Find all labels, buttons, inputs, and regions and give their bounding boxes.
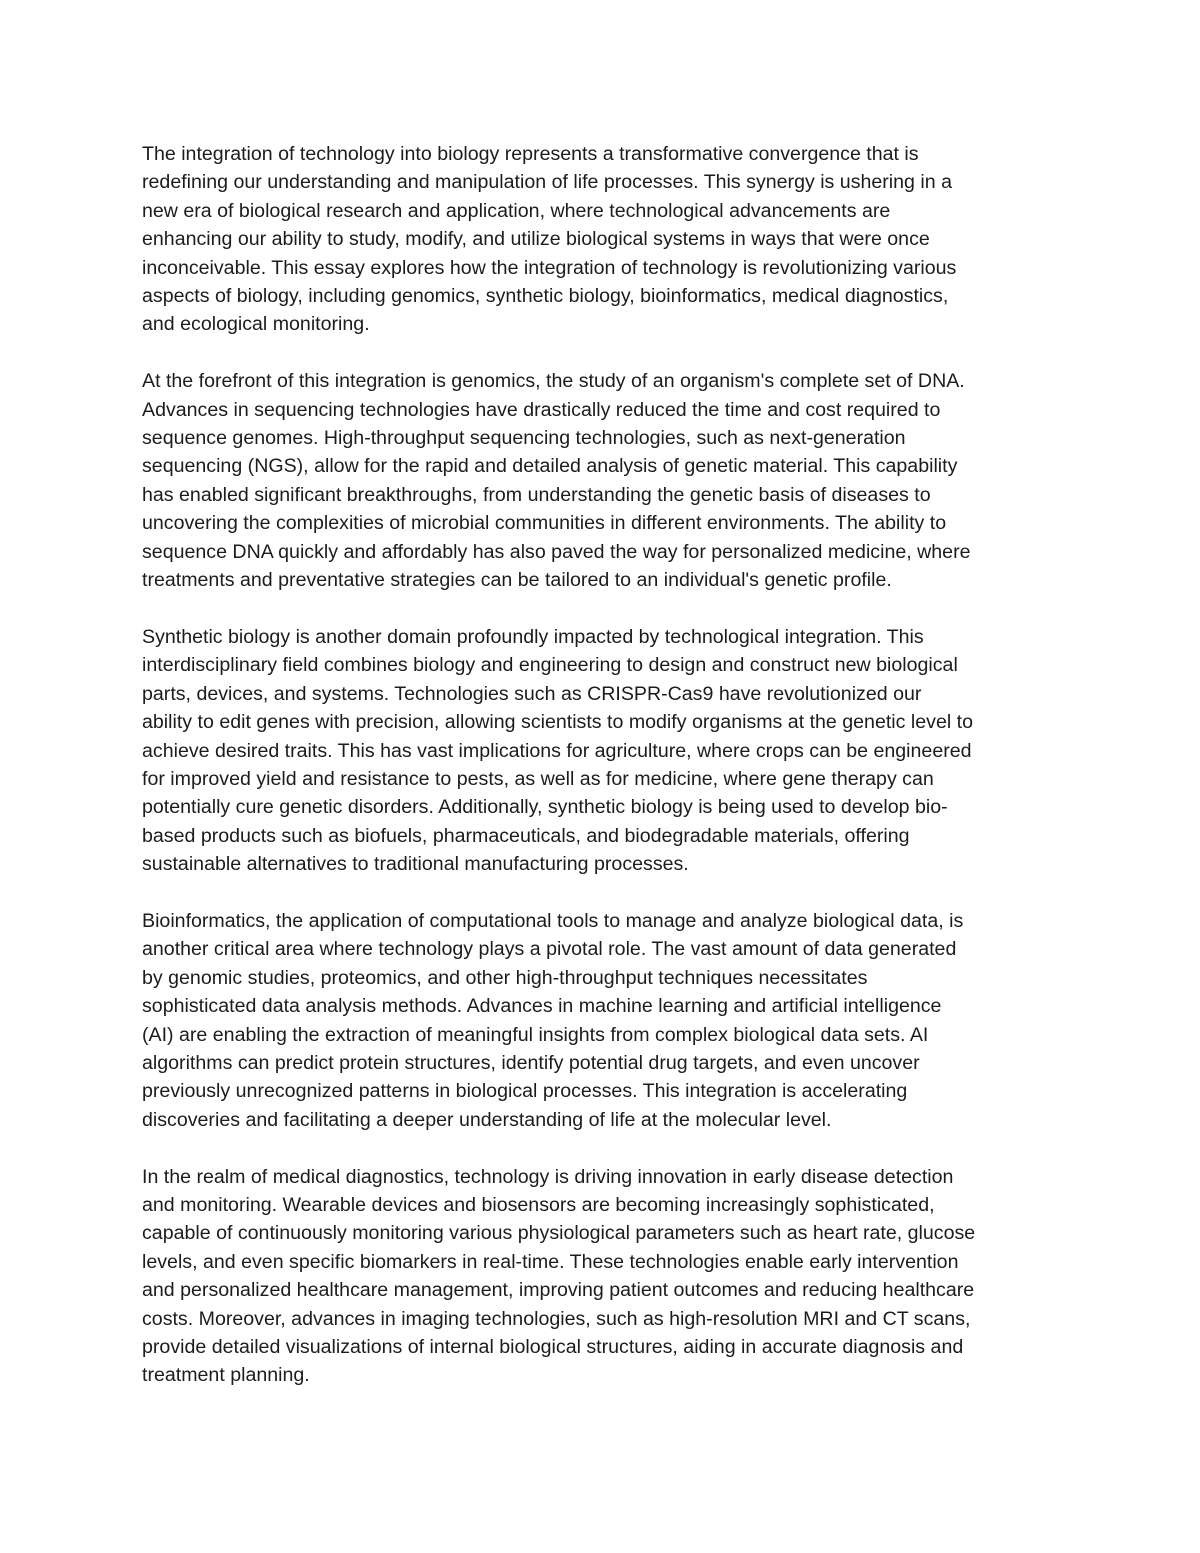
text-line: ability to edit genes with precision, allowing scientists to modify organisms at the genetic level to — [142, 711, 973, 734]
text-line: previously unrecognized patterns in biological processes. This integration is accelerating — [142, 1080, 908, 1103]
paragraph-synthetic-biology — [142, 623, 1082, 879]
text-line: costs. Moreover, advances in imaging technologies, such as high-resolution MRI and CT scans, — [142, 1307, 971, 1330]
text-line: provide detailed visualizations of internal biological structures, aiding in accurate diagnosis and — [142, 1336, 964, 1358]
text-line: by genomic studies, proteomics, and other high-throughput techniques necessitates — [142, 966, 868, 989]
text-line: In the realm of medical diagnostics, technology is driving innovation in early disease detection — [142, 1165, 954, 1188]
text-line: capable of continuously monitoring various physiological parameters such as heart rate, glucose — [142, 1222, 976, 1245]
text-line: treatments and preventative strategies can be tailored to an individual's genetic profile. — [142, 569, 892, 592]
text-line: redefining our understanding and manipulation of life processes. This synergy is ushering in a — [142, 171, 952, 194]
paragraph-medical-diagnostics — [142, 1163, 1082, 1390]
text-line: enhancing our ability to study, modify, and utilize biological systems in ways that were once — [142, 228, 930, 251]
text-line: interdisciplinary field combines biology and engineering to design and construct new biological — [142, 654, 958, 677]
text-line: uncovering the complexities of microbial communities in different environments. The ability to — [142, 512, 947, 535]
text-line: achieve desired traits. This has vast implications for agriculture, where crops can be engineered — [142, 739, 972, 762]
text-line: another critical area where technology plays a pivotal role. The vast amount of data generated — [142, 938, 957, 961]
paragraph-genomics — [142, 367, 1082, 594]
paragraph-bioinformatics — [142, 907, 1082, 1134]
essay-body — [142, 140, 1082, 1390]
text-line: and ecological monitoring. — [142, 313, 370, 336]
text-line: (AI) are enabling the extraction of meaningful insights from complex biological data sets. AI — [142, 1023, 929, 1046]
text-line: sequence DNA quickly and affordably has also paved the way for personalized medicine, where — [142, 540, 971, 563]
text-line: sequencing (NGS), allow for the rapid and detailed analysis of genetic material. This capability — [142, 455, 958, 478]
text-line: aspects of biology, including genomics, synthetic biology, bioinformatics, medical diagnostics, — [142, 285, 949, 308]
text-line: has enabled significant breakthroughs, from understanding the genetic basis of diseases to — [142, 483, 931, 506]
text-line: based products such as biofuels, pharmaceuticals, and biodegradable materials, offering — [142, 824, 910, 847]
text-line: At the forefront of this integration is genomics, the study of an organism's complete set of DNA. — [142, 370, 965, 393]
text-line: treatment planning. — [142, 1364, 310, 1387]
text-line: Bioinformatics, the application of computational tools to manage and analyze biological data, is — [142, 909, 964, 932]
text-line: levels, and even specific biomarkers in real-time. These technologies enable early intervention — [142, 1250, 959, 1273]
text-line: new era of biological research and application, where technological advancements are — [142, 199, 891, 222]
text-line: discoveries and facilitating a deeper understanding of life at the molecular level. — [142, 1108, 832, 1131]
text-line: for improved yield and resistance to pests, as well as for medicine, where gene therapy can — [142, 767, 934, 790]
text-line: The integration of technology into biology represents a transformative convergence that is — [142, 143, 919, 165]
text-line: sustainable alternatives to traditional manufacturing processes. — [142, 853, 689, 876]
text-line: Advances in sequencing technologies have drastically reduced the time and cost required to — [142, 398, 941, 421]
text-line: sophisticated data analysis methods. Advances in machine learning and artificial intelligence — [142, 995, 942, 1018]
text-line: algorithms can predict protein structures, identify potential drug targets, and even uncover — [142, 1051, 920, 1074]
text-line: parts, devices, and systems. Technologies such as CRISPR-Cas9 have revolutionized our — [142, 682, 922, 705]
text-line: and personalized healthcare management, improving patient outcomes and reducing healthcare — [142, 1279, 975, 1302]
paragraph-introduction — [142, 140, 1082, 339]
text-line: potentially cure genetic disorders. Additionally, synthetic biology is being used to develop bio- — [142, 796, 948, 819]
text-line: inconceivable. This essay explores how the integration of technology is revolutionizing various — [142, 256, 957, 279]
text-line: and monitoring. Wearable devices and biosensors are becoming increasingly sophisticated, — [142, 1193, 935, 1216]
text-line: sequence genomes. High-throughput sequencing technologies, such as next-generation — [142, 427, 906, 450]
text-line: Synthetic biology is another domain profoundly impacted by technological integration. This — [142, 625, 924, 648]
